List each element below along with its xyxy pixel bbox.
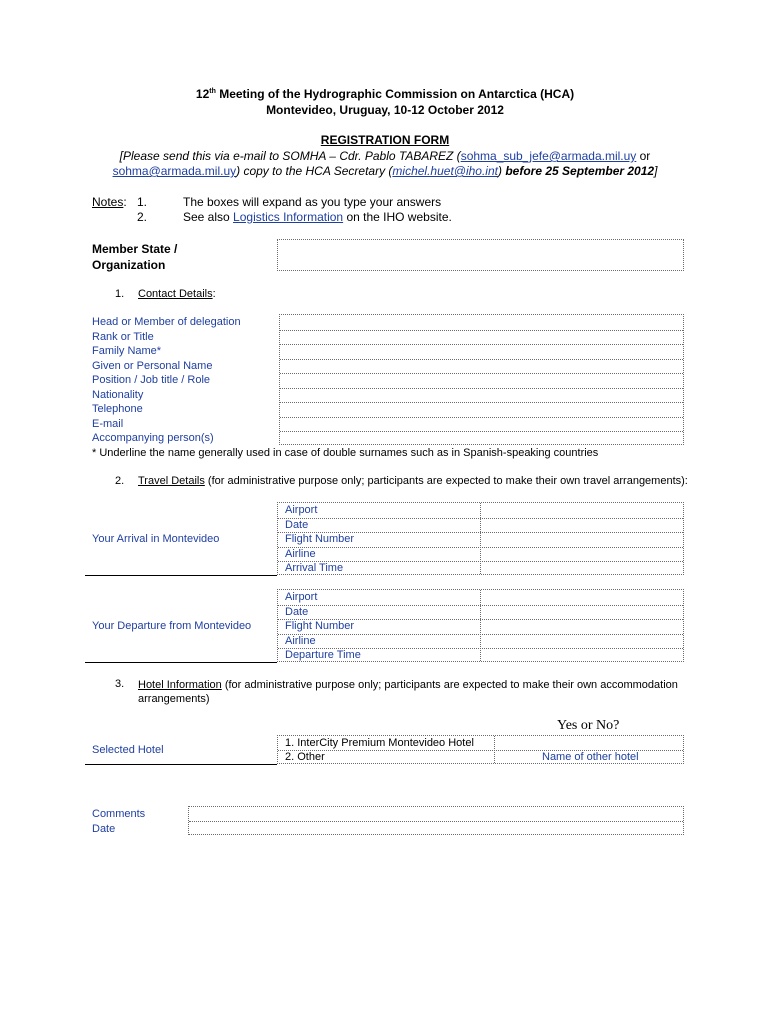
meeting-subtitle: Montevideo, Uruguay, 10-12 October 2012 [266, 103, 504, 117]
travel-heading-note: (for administrative purpose only; participants are expected to make their own travel arrangements): [204, 475, 688, 487]
surname-footnote: * Underline the name generally used in case of double surnames such as in Spanish-speaking countries [92, 447, 599, 459]
contact-heading-colon: : [212, 288, 216, 300]
label-telephone: Telephone [92, 403, 143, 415]
title-sup: th [209, 88, 216, 95]
arrival-separator [85, 575, 277, 576]
date-input[interactable] [189, 821, 683, 835]
arrival-field-labels [285, 503, 354, 576]
contact-section-heading [138, 288, 216, 300]
contact-row-divider [280, 431, 683, 432]
departure-time-label: Departure Time [285, 649, 361, 661]
label-email: E-mail [92, 417, 124, 430]
arrival-table [277, 502, 684, 575]
instructions-paren: ) [497, 164, 506, 178]
departure-field-labels [285, 590, 361, 663]
deadline: before 25 September 2012 [505, 164, 655, 178]
form-title: REGISTRATION FORM [320, 133, 450, 147]
email-link-somha[interactable]: sohma_sub_jefe@armada.mil.uy [460, 149, 637, 163]
member-state-label-line-2: Organization [92, 258, 166, 272]
instructions-or: or [636, 149, 651, 163]
departure-airline-label: Airline [285, 634, 316, 647]
departure-date-label: Date [285, 605, 309, 618]
contact-row-divider [280, 388, 683, 389]
arrival-time-label: Arrival Time [285, 562, 344, 574]
arrival-col-divider [480, 503, 481, 574]
contact-row-divider [280, 373, 683, 374]
instructions-end: ] [654, 164, 658, 178]
note-1-number: 1. [137, 195, 148, 209]
label-given-name: Given or Personal Name [92, 359, 213, 372]
notes-colon: : [123, 195, 127, 209]
contact-labels [92, 315, 241, 446]
notes-label-text: Notes [92, 195, 124, 209]
comments-label: Comments [92, 808, 146, 820]
title-rest: Meeting of the Hydrographic Commission on Antarctica (HCA) [215, 87, 575, 101]
label-head-of-delegation: Head or Member of delegation [92, 316, 241, 328]
yes-no-header: Yes or No? [557, 718, 620, 733]
contact-row-divider [280, 330, 683, 331]
member-state-input[interactable] [277, 239, 684, 271]
hotel-table [277, 735, 684, 764]
notes-label [92, 195, 127, 209]
logistics-information-link[interactable]: Logistics Information [233, 210, 344, 224]
hotel-heading-note: (for administrative purpose only; participants are expected to make their own accommodation [221, 679, 678, 691]
note-2-text [183, 210, 452, 224]
label-nationality: Nationality [92, 388, 144, 401]
hotel-section-number: 3. [115, 678, 125, 690]
meeting-title [0, 87, 770, 101]
note-2-prefix: See also [183, 210, 234, 224]
departure-label: Your Departure from Montevideo [92, 620, 252, 632]
label-rank-title: Rank or Title [92, 330, 154, 343]
arrival-airport-label: Airport [285, 504, 318, 516]
contact-row-divider [280, 344, 683, 345]
label-accompanying: Accompanying person(s) [92, 432, 214, 444]
date-label: Date [92, 822, 116, 835]
hotel-option-other: 2. Other [285, 751, 325, 763]
member-state-label [92, 241, 177, 273]
hotel-separator [85, 764, 277, 765]
instructions-copy: ) copy to the HCA Secretary ( [236, 164, 393, 178]
footer-labels [92, 807, 145, 836]
hotel-heading-text: Hotel Information [138, 679, 222, 691]
email-link-hca-secretary[interactable]: michel.huet@iho.int [392, 164, 498, 178]
member-state-label-line-1: Member State / [92, 242, 178, 256]
comments-input[interactable] [189, 807, 683, 821]
note-1-text: The boxes will expand as you type your answers [183, 195, 442, 209]
note-2-suffix: on the IHO website. [343, 210, 452, 224]
travel-section-number: 2. [115, 475, 125, 487]
arrival-date-label: Date [285, 518, 309, 531]
hotel-heading-note-2: arrangements) [138, 693, 210, 705]
hotel-option-intercity: 1. InterCity Premium Montevideo Hotel [285, 737, 474, 749]
label-position: Position / Job title / Role [92, 374, 211, 386]
contact-row-divider [280, 359, 683, 360]
selected-hotel-label: Selected Hotel [92, 744, 164, 756]
travel-heading-text: Travel Details [138, 475, 205, 487]
contact-row-divider [280, 402, 683, 403]
contact-fields-table [279, 314, 684, 445]
departure-separator [85, 662, 277, 663]
instructions-text: [Please send this via e-mail to SOMHA – Cdr. Pablo TABAREZ ( [119, 149, 461, 163]
title-prefix: 12 [195, 87, 210, 101]
departure-col-divider [480, 590, 481, 661]
departure-flight-number-label: Flight Number [285, 620, 355, 632]
instructions-line-2 [0, 164, 770, 178]
contact-heading-text: Contact Details [138, 288, 213, 300]
email-link-somha-alt[interactable]: sohma@armada.mil.uy [112, 164, 237, 178]
hotel-section-heading [138, 678, 678, 706]
contact-row-divider [280, 417, 683, 418]
arrival-label: Your Arrival in Montevideo [92, 533, 220, 545]
instructions-line-1 [0, 149, 770, 163]
other-hotel-name-label: Name of other hotel [542, 751, 639, 763]
note-2-number: 2. [137, 210, 148, 224]
arrival-airline-label: Airline [285, 547, 316, 560]
departure-table [277, 589, 684, 662]
departure-airport-label: Airport [285, 591, 318, 603]
arrival-flight-number-label: Flight Number [285, 533, 355, 545]
travel-section-heading [138, 475, 688, 487]
label-family-name: Family Name* [92, 345, 162, 357]
contact-section-number: 1. [115, 288, 125, 300]
comments-date-table [188, 806, 684, 835]
